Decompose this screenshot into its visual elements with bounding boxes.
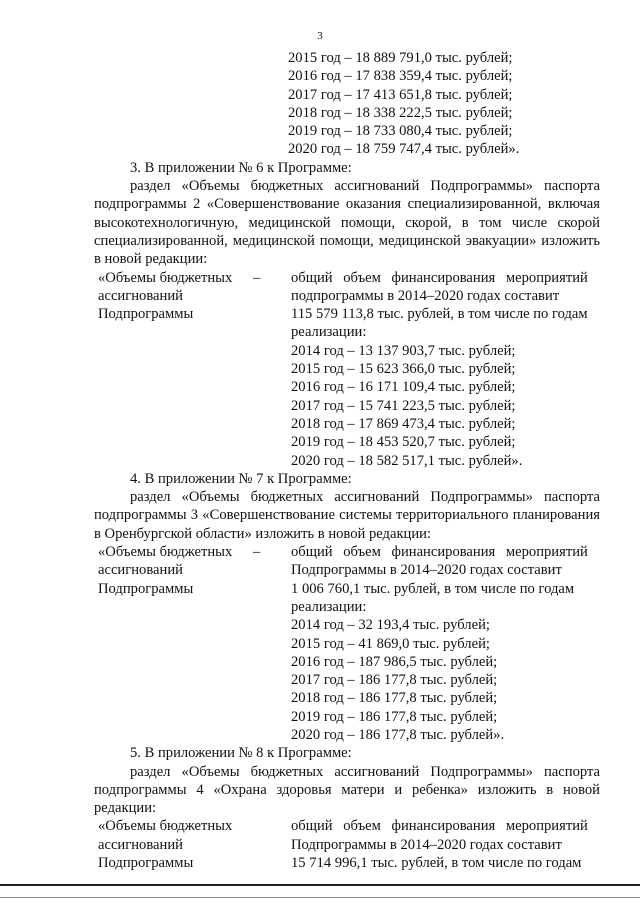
year-line: 2015 год – 18 889 791,0 тыс. рублей; xyxy=(288,50,513,66)
section-5-intro: раздел «Объемы бюджетных ассигнований Подпрограммы» паспорта подпрограммы 4 «Охрана здоровья матери и ребенка» изложить в новой редакции: xyxy=(94,763,600,817)
budget-label-line: «Объемы бюджетных xyxy=(98,544,233,561)
year-line: 2017 год – 17 413 651,8 тыс. рублей; xyxy=(288,86,513,103)
section-5-budget-table xyxy=(94,817,600,872)
budget-text-line: общий объем финансирования мероприятий xyxy=(291,544,588,561)
document-body xyxy=(94,49,600,872)
budget-label xyxy=(94,543,253,598)
budget-text-line: Подпрограммы в 2014–2020 годах составит xyxy=(291,836,562,853)
budget-label-line: Подпрограммы xyxy=(98,855,194,872)
budget-value xyxy=(291,817,600,872)
year-line: 2016 год – 16 171 109,4 тыс. рублей; xyxy=(291,379,516,396)
budget-text-line: Подпрограммы в 2014–2020 годах составит xyxy=(291,562,562,579)
budget-text-line: реализации: xyxy=(291,324,367,341)
section-4-heading: 4. В приложении № 7 к Программе: xyxy=(130,470,352,487)
section-3-heading: 3. В приложении № 6 к Программе: xyxy=(130,159,352,176)
year-line: 2016 год – 187 986,5 тыс. рублей; xyxy=(291,653,498,670)
budget-label-line: ассигнований xyxy=(98,562,183,579)
budget-text-line: подпрограммы в 2014–2020 годах составит xyxy=(291,287,560,304)
budget-text-line: 115 579 113,8 тыс. рублей, в том числе по годам xyxy=(291,306,588,323)
budget-label xyxy=(94,817,253,872)
section-4-intro: раздел «Объемы бюджетных ассигнований Подпрограммы» паспорта подпрограммы 3 «Совершенствование системы территориального планирования в Оренбургской области» изложить в новой редакции: xyxy=(94,489,600,542)
section-3-intro: раздел «Объемы бюджетных ассигнований Подпрограммы» паспорта подпрограммы 2 «Совершенствование оказания специализированной, включая высокотехнологичную, медицинской помощи, скорой, в том числе скорой специализированной, медицинской помощи, медицинской эвакуации» изложить в новой редакции: xyxy=(94,178,600,268)
budget-label-line: Подпрограммы xyxy=(98,580,194,597)
dash-separator: – xyxy=(253,544,261,561)
year-line: 2016 год – 17 838 359,4 тыс. рублей; xyxy=(288,68,513,85)
budget-label-line: «Объемы бюджетных xyxy=(98,269,233,286)
year-line: 2020 год – 186 177,8 тыс. рублей». xyxy=(291,726,505,743)
budget-value xyxy=(291,543,600,744)
page-number: 3 xyxy=(317,30,323,42)
section-3-budget-table xyxy=(94,269,600,470)
top-year-list xyxy=(288,49,600,159)
budget-label-line: ассигнований xyxy=(98,287,183,304)
budget-text-line: 15 714 996,1 тыс. рублей, в том числе по годам xyxy=(291,855,582,872)
budget-label-line: ассигнований xyxy=(98,836,183,853)
section-4-budget-table xyxy=(94,543,600,744)
year-line: 2018 год – 186 177,8 тыс. рублей; xyxy=(291,690,498,707)
year-line: 2019 год – 18 733 080,4 тыс. рублей; xyxy=(288,123,513,140)
section-5-heading: 5. В приложении № 8 к Программе: xyxy=(130,745,352,762)
year-line: 2017 год – 186 177,8 тыс. рублей; xyxy=(291,672,498,689)
budget-label xyxy=(94,269,253,324)
budget-label-line: «Объемы бюджетных xyxy=(98,818,233,835)
year-line: 2014 год – 32 193,4 тыс. рублей; xyxy=(291,617,490,634)
dash-separator: – xyxy=(253,269,261,286)
year-line: 2019 год – 186 177,8 тыс. рублей; xyxy=(291,708,498,725)
year-line: 2018 год – 18 338 222,5 тыс. рублей; xyxy=(288,104,513,121)
budget-label-line: Подпрограммы xyxy=(98,306,194,323)
budget-text-line: общий объем финансирования мероприятий xyxy=(291,818,588,835)
year-line: 2018 год – 17 869 473,4 тыс. рублей; xyxy=(291,415,516,432)
page-bottom-border-thin xyxy=(0,897,640,898)
year-line: 2015 год – 41 869,0 тыс. рублей; xyxy=(291,635,490,652)
budget-text-line: реализации: xyxy=(291,598,367,615)
year-line: 2019 год – 18 453 520,7 тыс. рублей; xyxy=(291,434,516,451)
year-line: 2020 год – 18 759 747,4 тыс. рублей». xyxy=(288,141,520,158)
budget-value xyxy=(291,269,600,470)
page-bottom-border xyxy=(0,884,640,886)
budget-text-line: 1 006 760,1 тыс. рублей, в том числе по годам xyxy=(291,580,575,597)
year-line: 2015 год – 15 623 366,0 тыс. рублей; xyxy=(291,361,516,378)
year-line: 2020 год – 18 582 517,1 тыс. рублей». xyxy=(291,452,523,469)
budget-text-line: общий объем финансирования мероприятий xyxy=(291,269,588,286)
year-line: 2014 год – 13 137 903,7 тыс. рублей; xyxy=(291,342,516,359)
year-line: 2017 год – 15 741 223,5 тыс. рублей; xyxy=(291,397,516,414)
